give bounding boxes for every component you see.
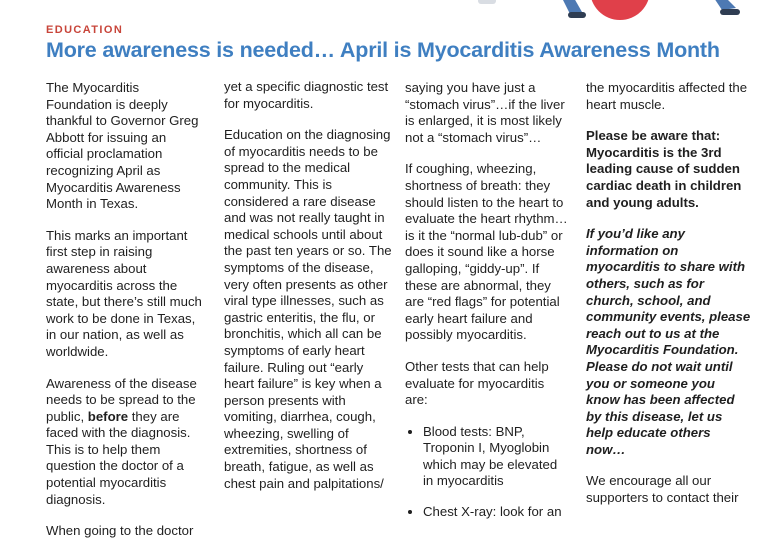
list-item: • Blood tests: BNP, Troponin I, Myoglobin which may be elevated in myocarditis [423,424,570,490]
paragraph-heart-rhythm: If coughing, wheezing, shortness of breath: they should listen to the heart to evaluate the heart rhythm… is it the “normal lub-dub” or does it sound like a horse galloping, “giddy-up”. If these are abnormal, they are “red flags” for potential early heart failure and possibly myocarditis. [405,161,568,343]
illustration-figure-left [478,0,496,4]
paragraph-encourage: We encourage all our supporters to contact their [586,473,739,506]
paragraph-first-step: This marks an important first step in raising awareness about myocarditis across the state, but there’s still much work to be done in Texas, in our nation, as well as worldwide. [46,227,202,359]
paragraph-heart-muscle: the myocarditis affected the heart muscle. [586,80,748,112]
column-1 [46,80,206,555]
illustration-red-heart [590,0,650,20]
illustration-figure-legs [562,0,582,14]
paragraph-awareness: Awareness of the disease needs to be spread to the public, before they are faced with the diagnosis. This is to help them question the doctor of a potential myocarditis diagnosis. [46,375,197,507]
paragraph-stomach-virus: saying you have just a “stomach virus”…if the liver is enlarged, it is most likely not a “stomach virus”… [405,80,565,145]
column-4 [586,80,752,522]
tests-list [405,424,570,521]
illustration-shoe-right [720,9,740,15]
article-headline: More awareness is needed… April is Myocarditis Awareness Month [46,38,720,62]
please-be-aware-callout: Please be aware that: Myocarditis is the 3rd leading cause of sudden cardiac death in children and young adults. [586,128,742,210]
section-label: EDUCATION [46,24,124,36]
paragraph-other-tests: Other tests that can help evaluate for myocarditis are: [405,358,549,408]
column-3 [405,80,570,535]
column-2 [224,79,392,507]
header-illustration [470,0,760,22]
paragraph-thanks: The Myocarditis Foundation is deeply thankful to Governor Greg Abbott for issuing an official proclamation recognizing April as Myocarditis Awareness Month in Texas. [46,80,199,212]
illustration-shoe [568,12,586,18]
call-to-action: If you’d like any information on myocarditis to share with others, such as for church, school, and community events, please reach out to us at the Myocarditis Foundation. Please do not wait until you or someone you know has been affected by this disease, let us help educate others now… [586,226,751,457]
list-item: • Chest X-ray: look for an [423,504,570,521]
emphasis-before: before [87,408,129,424]
paragraph-doctor: When going to the doctor [46,523,194,539]
paragraph-medical-education: Education on the diagnosing of myocarditis needs to be spread to the medical community. This is considered a rare disease and was not really taught in medical schools until about the past ten years or so. The symptoms of the disease, very often presents as other viral type illnesses, such as gastric enteritis, the flu, or bronchitis, which all can be symptoms of early heart failure. Ruling out “early heart failure” is key when a person presents with vomiting, diarrhea, cough, wheezing, swelling of extremities, shortness of breath, fatigue, as well as chest pain and palpitations/ [224,127,392,491]
paragraph-diagnostic-test: yet a specific diagnostic test for myocarditis. [224,79,389,111]
illustration-figure-right [714,0,736,10]
